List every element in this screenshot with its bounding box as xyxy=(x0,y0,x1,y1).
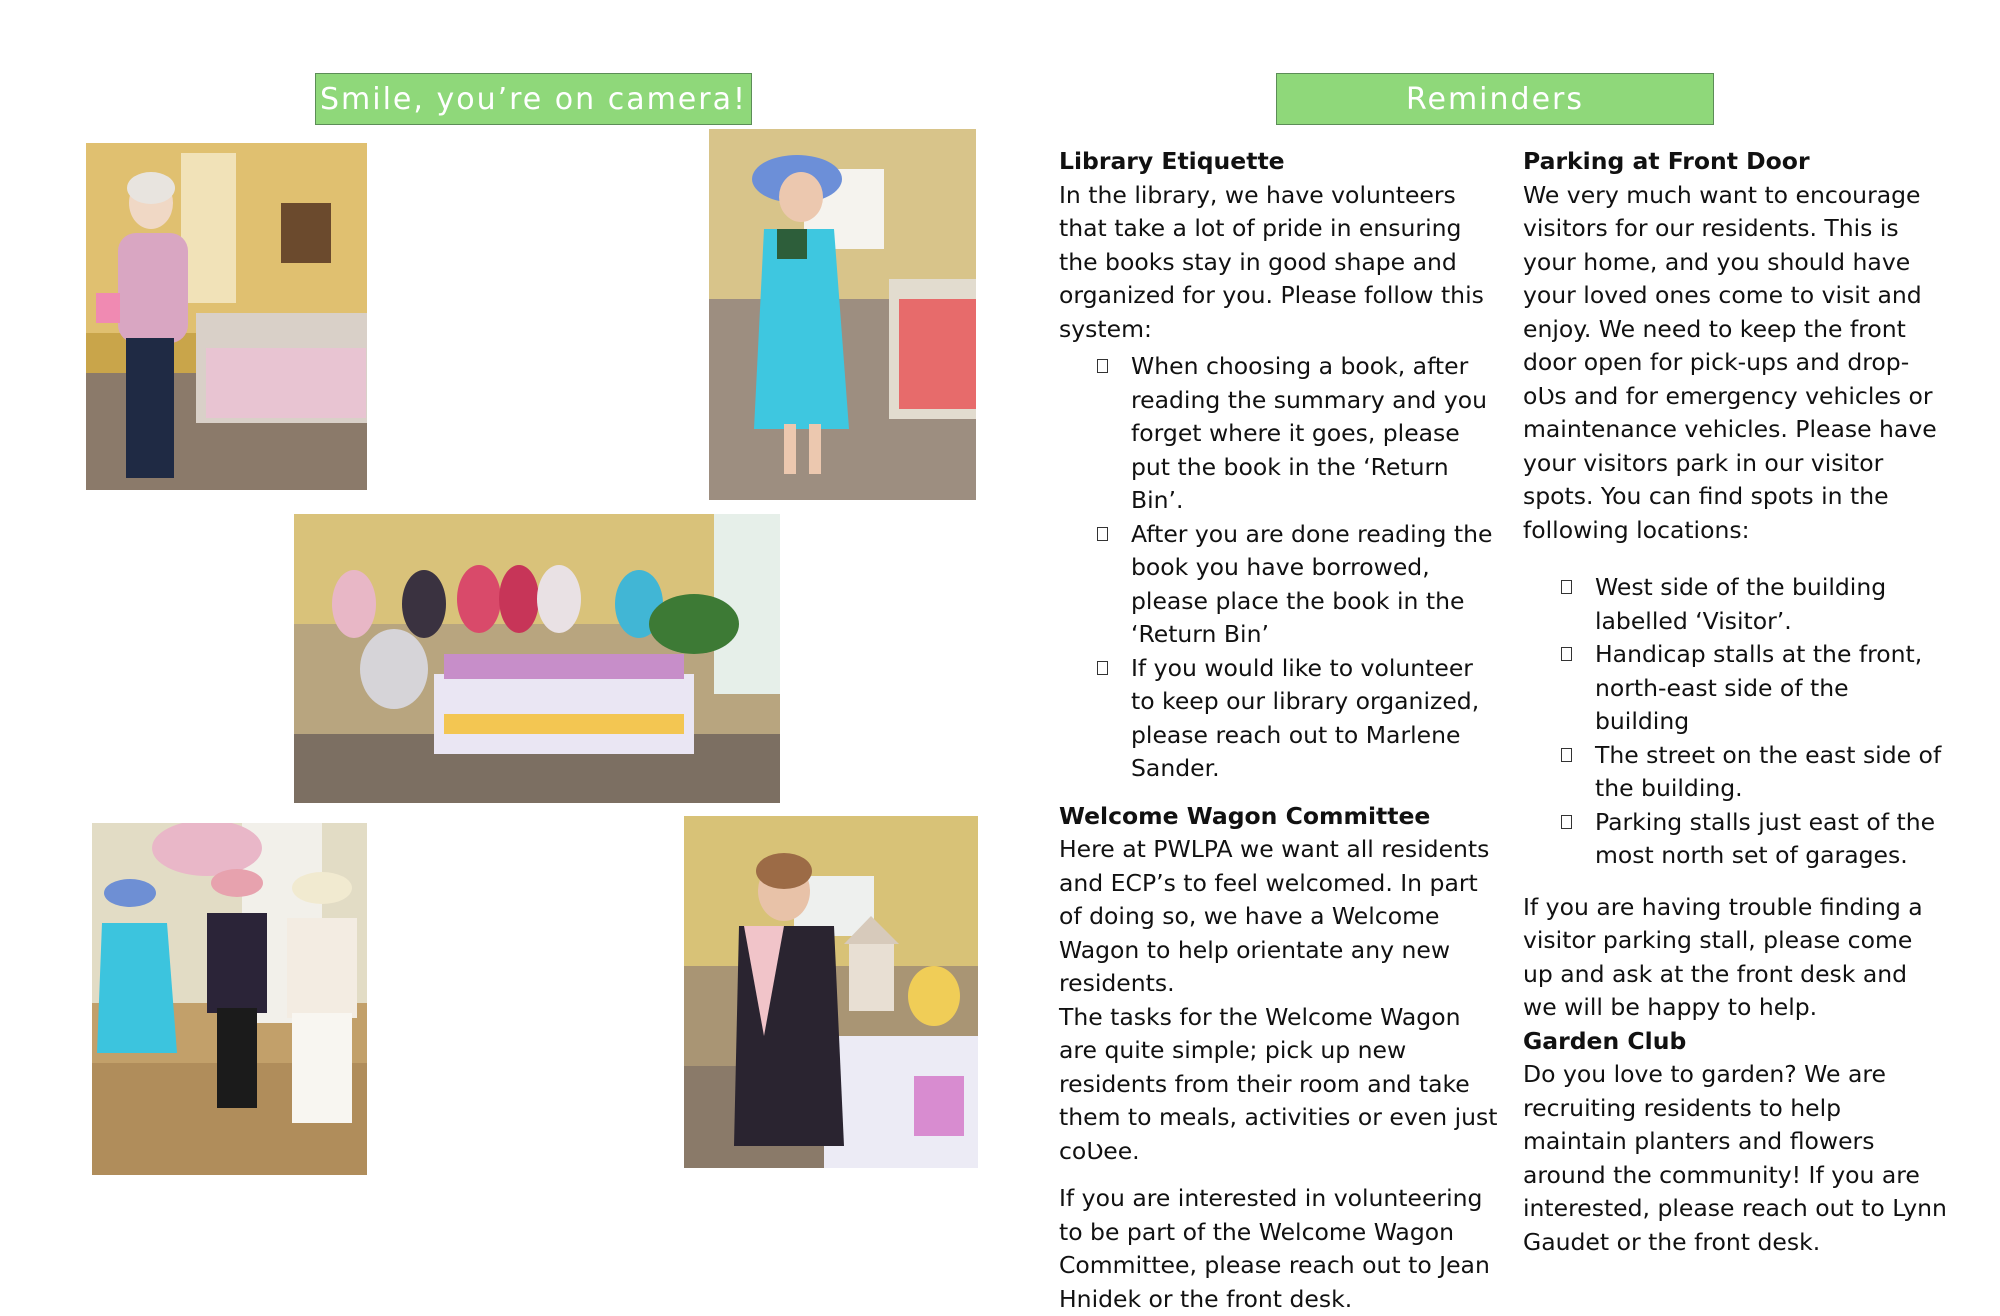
photo-woman-birdhouse xyxy=(684,816,978,1168)
library-intro: In the library, we have volunteers that take a lot of pride in ensuring the books stay in good shape and organized for you. Please follow this system: xyxy=(1059,180,1484,343)
welcome-paragraph-2: The tasks for the Welcome Wagon are quite simple; pick up new residents from their room and take them to meals, activities or even just coƲee. xyxy=(1059,1002,1498,1165)
bullet-box-icon xyxy=(1561,647,1572,661)
parking-bullet: The street on the east side of the building. xyxy=(1523,739,1948,806)
parking-bullet: West side of the building labelled ‘Visitor’. xyxy=(1523,571,1948,638)
photos-banner-text: Smile, you’re on camera! xyxy=(320,81,747,117)
parking-bullets xyxy=(1523,571,1948,873)
garden-body: Do you love to garden? We are recruiting residents to help maintain planters and flowers around the community! If you are interested, please reach out to Lynn Gaudet or the front desk. xyxy=(1523,1060,1947,1256)
library-bullet: If you would like to volunteer to keep our library organized, please reach out to Marlene Sander. xyxy=(1059,652,1499,786)
reminders-banner-text: Reminders xyxy=(1406,81,1584,117)
welcome-paragraph-1: Here at PWLPA we want all residents and ECP’s to feel welcomed. In part of doing so, we have a Welcome Wagon to help orientate any new residents. xyxy=(1059,835,1490,997)
library-bullet: When choosing a book, after reading the summary and you forget where it goes, please put the book in the ‘Return Bin’. xyxy=(1059,350,1499,518)
parking-bullet: Parking stalls just east of the most north set of garages. xyxy=(1523,806,1948,873)
parking-bullet: Handicap stalls at the front, north-east side of the building xyxy=(1523,638,1948,739)
reminders-left-column xyxy=(1059,145,1499,1316)
photo-three-women-hats xyxy=(92,823,367,1175)
photo-group-easter-table xyxy=(294,514,780,803)
photos-banner xyxy=(315,73,752,125)
bullet-box-icon xyxy=(1097,661,1108,675)
bullet-box-icon xyxy=(1561,580,1572,594)
parking-heading: Parking at Front Door xyxy=(1523,147,1810,175)
library-bullet: After you are done reading the book you have borrowed, please place the book in the ‘Return Bin’ xyxy=(1059,518,1499,652)
reminders-banner xyxy=(1276,73,1714,125)
garden-heading: Garden Club xyxy=(1523,1026,1687,1055)
bullet-box-icon xyxy=(1561,748,1572,762)
bullet-box-icon xyxy=(1097,527,1108,541)
reminders-right-column xyxy=(1523,145,1948,1259)
bullet-box-icon xyxy=(1097,359,1108,373)
photo-woman-holding-egg xyxy=(86,143,367,490)
library-bullets xyxy=(1059,350,1499,786)
welcome-heading: Welcome Wagon Committee xyxy=(1059,801,1431,830)
library-heading: Library Etiquette xyxy=(1059,147,1285,175)
parking-outro: If you are having trouble finding a visitor parking stall, please come up and ask at the front desk and we will be happy to help. xyxy=(1523,892,1923,1021)
welcome-paragraph-3: If you are interested in volunteering to be part of the Welcome Wagon Committee, please reach out to Jean Hnidek or the front desk. xyxy=(1059,1184,1490,1313)
photo-woman-blue-hat xyxy=(709,129,976,500)
parking-intro: We very much want to encourage visitors for our residents. This is your home, and you should have your loved ones come to visit and enjoy. We need to keep the front door open for pick-ups and drop-oƲs and for emergency vehicles or maintenance vehicles. Please have your visitors park in our visitor spots. You can find spots in the following locations: xyxy=(1523,180,1937,544)
bullet-box-icon xyxy=(1561,815,1572,829)
